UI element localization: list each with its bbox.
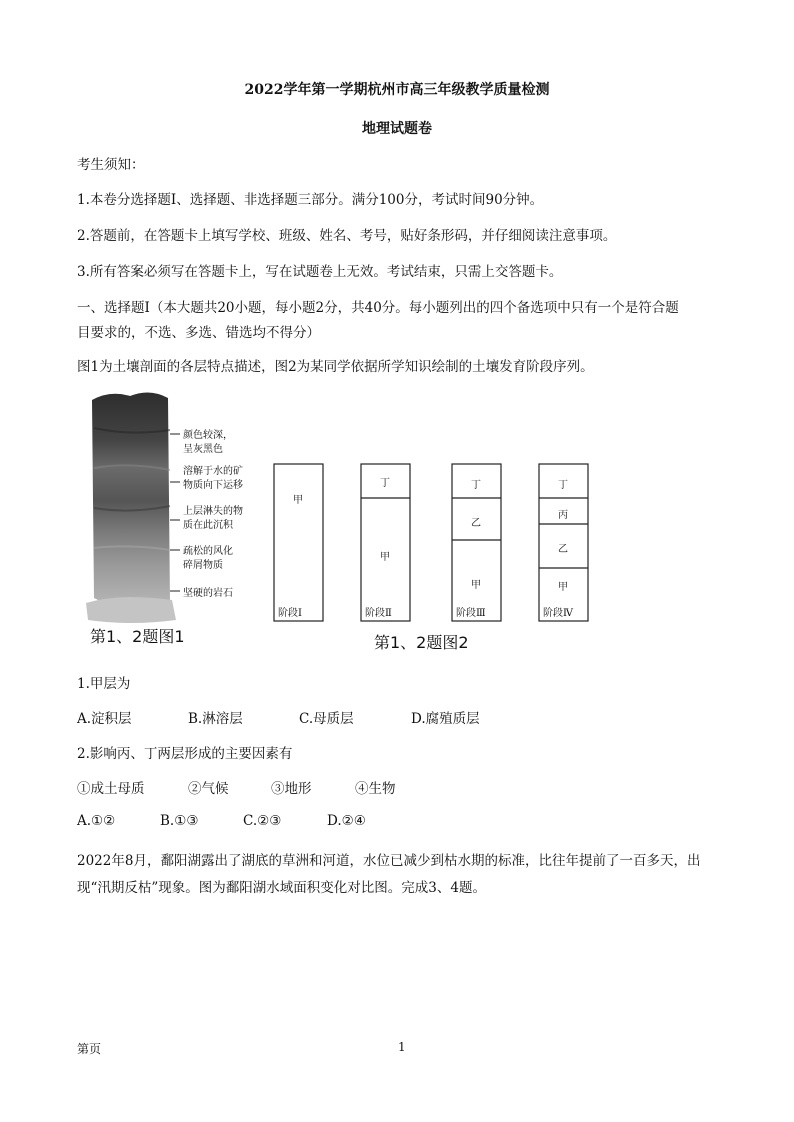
q1-option-a: A.淀积层 xyxy=(77,711,132,727)
stage4-layer-yi: 乙 xyxy=(558,544,568,555)
stage1-label: 阶段Ⅰ xyxy=(278,608,302,619)
notice-heading: 考生须知： xyxy=(77,157,145,173)
stage4-label: 阶段Ⅳ xyxy=(543,608,573,619)
stage3-layer-ding: 丁 xyxy=(471,480,481,491)
notice-item-1: 1.本卷分选择题Ⅰ、选择题、非选择题三部分。满分100分，考试时间90分钟。 xyxy=(77,192,544,208)
fig1-label: 质在此沉积 xyxy=(183,520,233,531)
figure-1-caption: 第1、2题图1 xyxy=(90,627,185,646)
stage3-label: 阶段Ⅲ xyxy=(456,608,486,619)
fig1-label: 上层淋失的物 xyxy=(183,506,243,517)
exam-subtitle: 地理试题卷 xyxy=(362,121,432,137)
q2-option-b: B.①③ xyxy=(160,813,199,829)
fig1-label: 呈灰黑色 xyxy=(183,444,223,455)
figure-2 xyxy=(268,458,598,658)
fig1-label: 物质向下运移 xyxy=(183,480,243,491)
q2-factor-1: ①成土母质 xyxy=(77,781,145,797)
stage3-layer-jia: 甲 xyxy=(471,580,481,591)
q2-option-a: A.①② xyxy=(77,813,116,829)
q1-option-d: D.腐殖质层 xyxy=(411,711,480,727)
figure-1 xyxy=(80,388,280,650)
stage2-layer-jia: 甲 xyxy=(380,552,390,563)
question-1-stem: 1.甲层为 xyxy=(77,676,131,692)
stage2-label: 阶段Ⅱ xyxy=(365,608,392,619)
fig1-label: 碎屑物质 xyxy=(183,560,223,571)
fig1-label: 颜色较深， xyxy=(183,430,233,441)
q2-factor-2: ②气候 xyxy=(188,781,229,797)
stage4-layer-bing: 丙 xyxy=(558,510,568,521)
q2-option-c: C.②③ xyxy=(243,813,282,829)
stage4-layer-jia: 甲 xyxy=(558,582,568,593)
footer-page-label: 第页 xyxy=(77,1042,102,1056)
intro-q3-4-line2: 现“汛期反枯”现象。图为鄱阳湖水域面积变化对比图。完成3、4题。 xyxy=(77,880,486,896)
section-heading-line1: 一、选择题Ⅰ（本大题共20小题，每小题2分，共40分。每小题列出的四个备选项中只有一个是符合题 xyxy=(77,300,679,316)
fig1-label: 坚硬的岩石 xyxy=(183,588,233,599)
stage4-layer-ding: 丁 xyxy=(558,480,568,491)
soil-profile-image xyxy=(80,388,280,650)
q2-option-d: D.②④ xyxy=(327,813,366,829)
q1-option-b: B.淋溶层 xyxy=(188,711,243,727)
q2-factor-3: ③地形 xyxy=(271,781,312,797)
soil-stage-diagram xyxy=(268,458,598,628)
section-heading-line2: 目要求的，不选、多选、错选均不得分） xyxy=(77,325,320,341)
stage3-layer-yi: 乙 xyxy=(471,518,481,529)
stage1-layer-jia: 甲 xyxy=(293,495,303,506)
figure-2-caption: 第1、2题图2 xyxy=(374,633,469,652)
q2-factor-4: ④生物 xyxy=(355,781,396,797)
stage2-layer-ding: 丁 xyxy=(380,478,390,489)
fig1-label: 疏松的风化 xyxy=(183,546,233,557)
notice-item-2: 2.答题前，在答题卡上填写学校、班级、姓名、考号，贴好条形码，并仔细阅读注意事项。 xyxy=(77,228,617,244)
q1-option-c: C.母质层 xyxy=(299,711,354,727)
notice-item-3: 3.所有答案必须写在答题卡上，写在试题卷上无效。考试结束，只需上交答题卡。 xyxy=(77,264,563,280)
intro-q3-4-line1: 2022年8月，鄱阳湖露出了湖底的草洲和河道，水位已减少到枯水期的标准，比往年提前了一百多天，出 xyxy=(77,853,701,869)
exam-title: 2022学年第一学期杭州市高三年级教学质量检测 xyxy=(244,82,550,98)
question-2-stem: 2.影响丙、丁两层形成的主要因素有 xyxy=(77,746,293,762)
intro-q1-2: 图1为土壤剖面的各层特点描述，图2为某同学依据所学知识绘制的土壤发育阶段序列。 xyxy=(77,359,594,375)
fig1-label: 溶解于水的矿 xyxy=(183,466,243,477)
page-number: 1 xyxy=(398,1040,406,1054)
